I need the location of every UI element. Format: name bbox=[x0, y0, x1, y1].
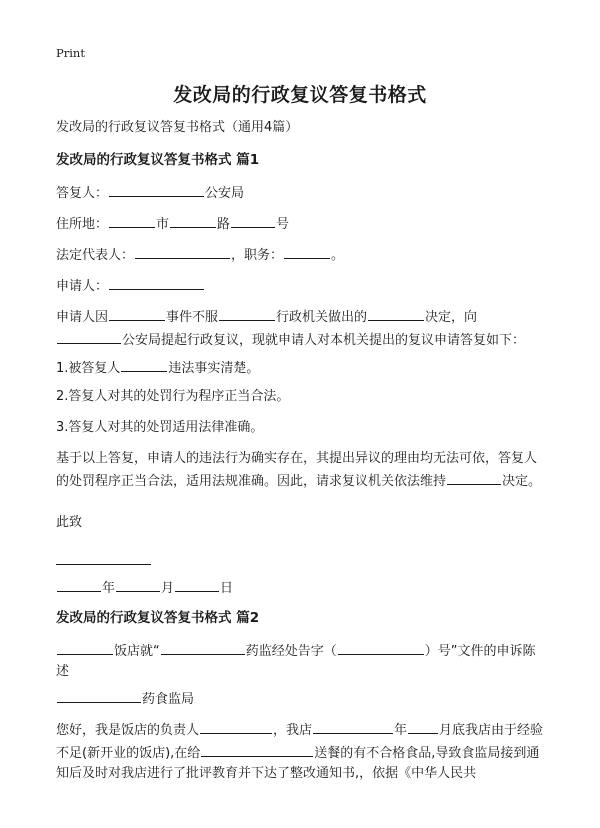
blank-field bbox=[200, 718, 272, 734]
complaint-text: 药监经处告字（ bbox=[245, 644, 337, 659]
number-label: 号 bbox=[276, 217, 290, 232]
closing-text: 此致 bbox=[56, 515, 83, 530]
position-label: ，职务： bbox=[231, 248, 284, 263]
blank-field bbox=[57, 328, 121, 344]
print-link[interactable]: Print bbox=[56, 46, 85, 60]
day-label: 日 bbox=[220, 581, 234, 596]
address-label: 住所地： bbox=[56, 217, 109, 232]
year-label: 年 bbox=[102, 581, 116, 596]
blank-field bbox=[338, 639, 424, 655]
rep-label: 法定代表人： bbox=[56, 248, 135, 263]
city-label: 市 bbox=[156, 217, 170, 232]
road-label: 路 bbox=[217, 217, 231, 232]
month-label: 月 bbox=[161, 581, 175, 596]
blank-field bbox=[447, 469, 501, 485]
period: 。 bbox=[331, 248, 345, 263]
blank-field bbox=[135, 243, 230, 259]
respondent-line bbox=[56, 181, 556, 204]
section1-heading: 发改局的行政复议答复书格式 篇1 bbox=[56, 152, 260, 168]
intro-text: 申请人因 bbox=[56, 310, 109, 325]
blank-field bbox=[109, 181, 204, 197]
blank-field bbox=[109, 274, 204, 290]
blank-field bbox=[408, 718, 438, 734]
address-line bbox=[56, 212, 556, 235]
blank-field bbox=[170, 212, 216, 228]
blank-field bbox=[57, 576, 101, 592]
bureau-line bbox=[56, 687, 556, 710]
applicant-line bbox=[56, 274, 556, 297]
body-text: ，我店 bbox=[273, 723, 313, 738]
section2-heading: 发改局的行政复议答复书格式 篇2 bbox=[56, 610, 260, 626]
item-2: 2.答复人对其的处罚行为程序正当合法。 bbox=[56, 389, 290, 404]
item-3: 3.答复人对其的处罚适用法律准确。 bbox=[56, 420, 264, 435]
complaint-text: 饭店就“ bbox=[114, 644, 160, 659]
blank-field bbox=[109, 305, 165, 321]
blank-field bbox=[219, 305, 275, 321]
blank-field bbox=[284, 243, 330, 259]
intro-text: 公安局提起行政复议，现就申请人对本机关提出的复议申请答复如下： bbox=[122, 333, 526, 348]
conclusion-text: 决定。 bbox=[502, 474, 542, 489]
intro-paragraph bbox=[56, 305, 548, 351]
blank-field bbox=[57, 639, 113, 655]
document-subtitle: 发改局的行政复议答复书格式（通用4篇） bbox=[56, 120, 299, 135]
respondent-label: 答复人： bbox=[56, 186, 109, 201]
blank-field bbox=[57, 687, 141, 703]
conclusion-paragraph bbox=[56, 449, 548, 492]
bureau-label: 药食监局 bbox=[142, 692, 195, 707]
intro-text: 事件不服 bbox=[166, 310, 219, 325]
body-text: 您好，我是饭店的负责人 bbox=[56, 723, 200, 738]
item-text: 违法事实清楚。 bbox=[168, 361, 260, 376]
complaint-text: ）号”文件的申诉陈述 bbox=[56, 644, 536, 679]
blank-field bbox=[161, 639, 245, 655]
blank-field bbox=[313, 718, 393, 734]
blank-field bbox=[175, 576, 219, 592]
representative-line bbox=[56, 243, 556, 266]
document-title: 发改局的行政复议答复书格式 bbox=[173, 84, 427, 106]
item-text: 1.被答复人 bbox=[56, 361, 121, 376]
blank-field bbox=[368, 305, 424, 321]
date-line bbox=[56, 576, 556, 599]
signature-line bbox=[56, 564, 151, 565]
body-paragraph bbox=[56, 718, 548, 784]
blank-field bbox=[201, 741, 313, 757]
item-1 bbox=[56, 356, 556, 379]
complaint-line bbox=[56, 639, 548, 682]
body-text: 年 bbox=[394, 723, 408, 738]
applicant-label: 申请人： bbox=[56, 279, 109, 294]
body-text: 月底我店由于经验不足(新开业的饭店),在给 bbox=[56, 723, 544, 761]
respondent-suffix: 公安局 bbox=[205, 186, 245, 201]
blank-field bbox=[109, 212, 155, 228]
body-text: 送餐的有不合格食品,导致食监局接到通知后及时对我店进行了批评教育并下达了整改通知书,，依据《中华人民共 bbox=[56, 746, 540, 781]
conclusion-text: 基于以上答复，申请人的违法行为确实存在，其提出异议的理由均无法可依，答复人的处罚程序正当合法，适用法规准确。因此，请求复议机关依法维持 bbox=[56, 451, 538, 489]
intro-text: 行政机关做出的 bbox=[276, 310, 368, 325]
blank-field bbox=[116, 576, 160, 592]
blank-field bbox=[231, 212, 275, 228]
blank-field bbox=[121, 356, 167, 372]
intro-text: 决定，向 bbox=[425, 310, 478, 325]
